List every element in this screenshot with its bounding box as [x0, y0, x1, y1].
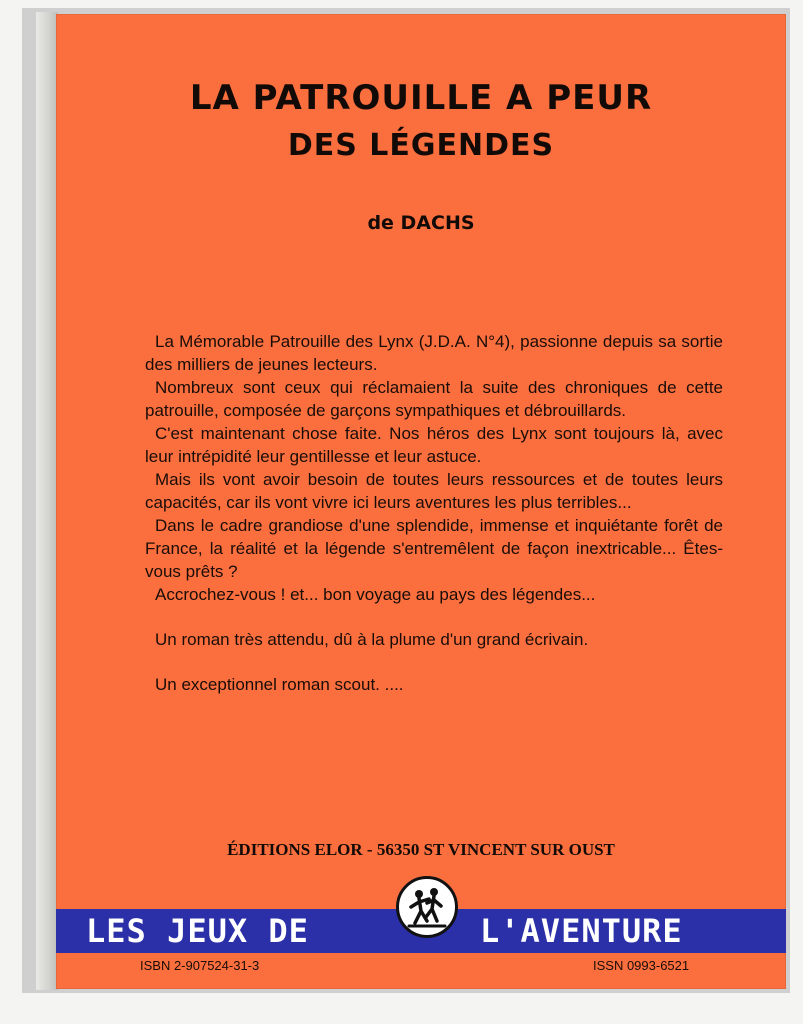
back-cover — [56, 14, 786, 989]
tagline: Un exceptionnel roman scout. .... — [155, 675, 404, 694]
author-line: de DACHS — [367, 212, 475, 234]
emblem-figures-icon — [399, 879, 455, 935]
blurb-paragraph: Nombreux sont ceux qui réclamaient la suite des chroniques de cette patrouille, composée de garçons sympathiques et débrouillards. — [145, 378, 723, 420]
blurb-paragraph: Mais ils vont avoir besoin de toutes leurs ressources et de toutes leurs capacités, car ils vont vivre ici leurs aventures les plus terribles... — [145, 470, 723, 512]
tagline: Un roman très attendu, dû à la plume d'un grand écrivain. — [155, 630, 589, 649]
book-spine — [36, 12, 58, 990]
series-title-left: LES JEUX DE — [86, 912, 309, 950]
series-title-right: L'AVENTURE — [480, 912, 683, 950]
issn-number: ISSN 0993-6521 — [593, 958, 690, 973]
blurb-paragraph: C'est maintenant chose faite. Nos héros des Lynx sont toujours là, avec leur intrépidité leur gentillesse et leur astuce. — [145, 424, 723, 466]
blurb — [145, 330, 723, 696]
publisher-line: ÉDITIONS ELOR - 56350 ST VINCENT SUR OUST — [227, 840, 615, 859]
isbn-number: ISBN 2-907524-31-3 — [140, 958, 260, 973]
title-line-1: LA PATROUILLE A PEUR — [189, 78, 653, 118]
blurb-paragraph: Dans le cadre grandiose d'une splendide, immense et inquiétante forêt de France, la réalité et la légende s'entremêlent de façon inextricable... Êtes-vous prêts ? — [145, 516, 723, 581]
blurb-paragraph: Accrochez-vous ! et... bon voyage au pays des légendes... — [155, 585, 596, 604]
blurb-paragraph: La Mémorable Patrouille des Lynx (J.D.A. N°4), passionne depuis sa sortie des milliers de jeunes lecteurs. — [145, 332, 723, 374]
title-line-2: DES LÉGENDES — [287, 128, 555, 163]
scouts-emblem-icon — [396, 876, 458, 938]
